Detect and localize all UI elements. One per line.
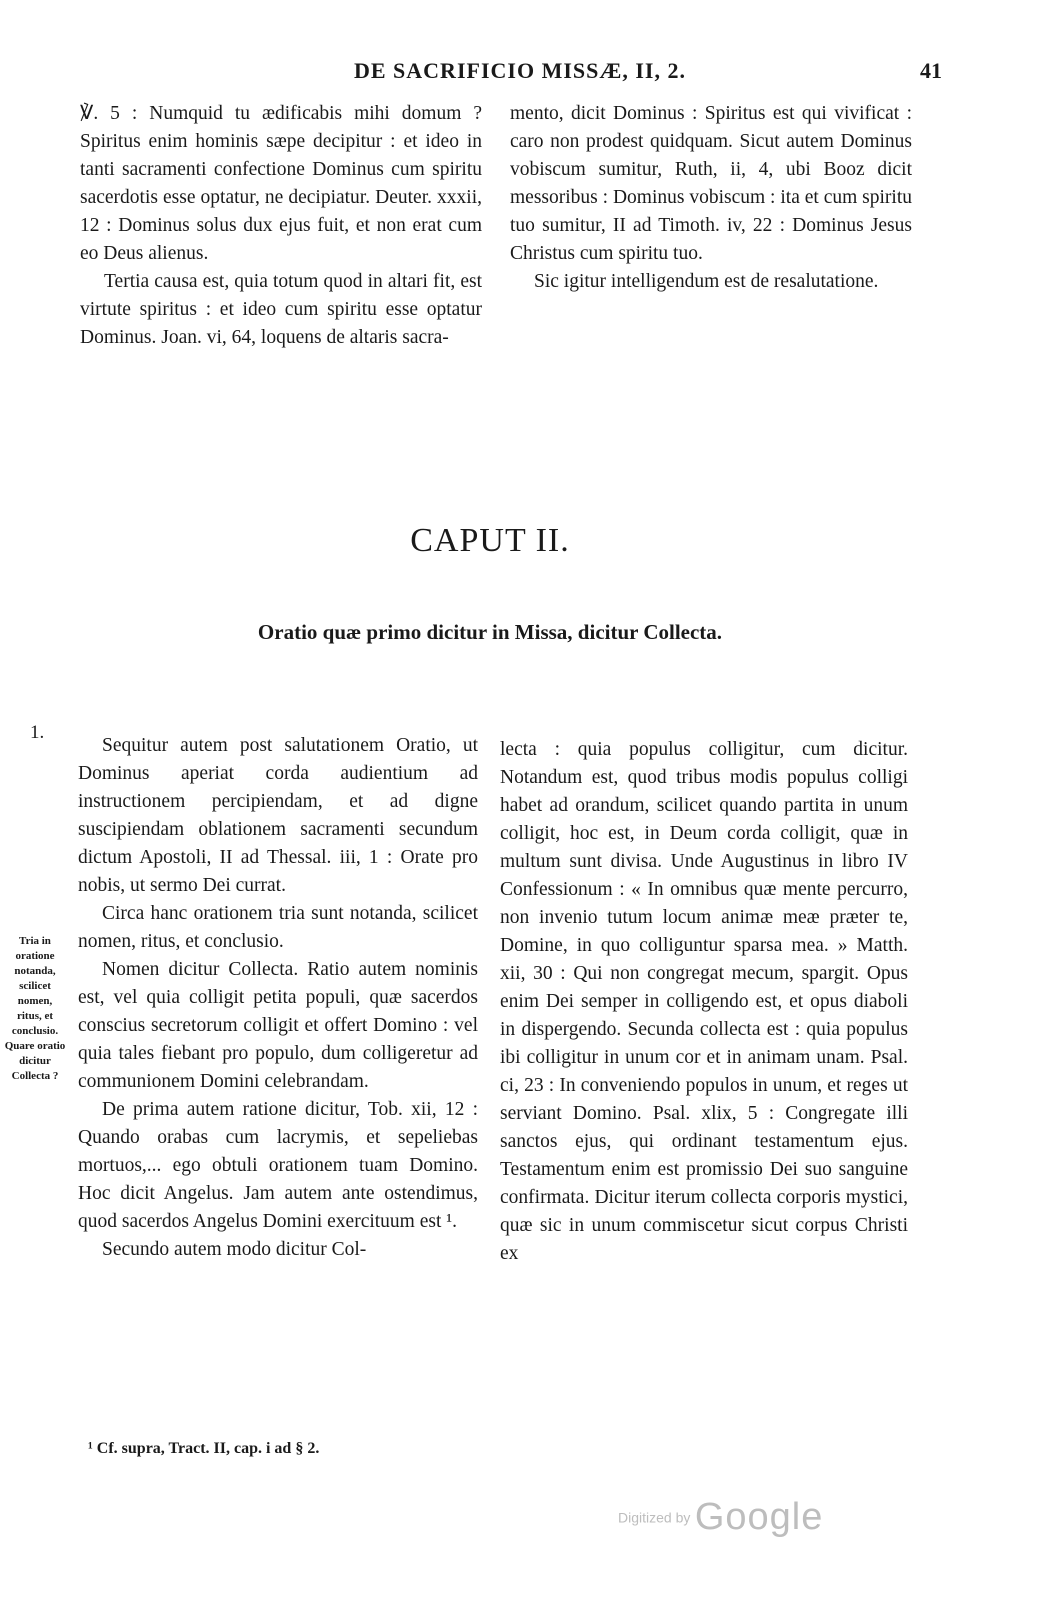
top-left-column bbox=[80, 100, 482, 352]
paragraph: Sic igitur intelligendum est de resalutatione. bbox=[534, 271, 879, 292]
paragraph: Circa hanc orationem tria sunt notanda, scilicet nomen, ritus, et conclusio. bbox=[78, 903, 478, 952]
bottom-left-column bbox=[78, 732, 478, 1264]
bottom-right-column bbox=[500, 736, 908, 1268]
paragraph: mento, dicit Dominus : Spiritus est qui vivificat : caro non prodest quidquam. Sicut autem Dominus vobiscum sumitur, Ruth, ii, 4, ubi Booz dicit messoribus : Dominus vobiscum : ita et cum spiritu tuo sumitur, II ad Timoth. iv, 22 : Dominus Jesus Christus cum spiritu tuo. bbox=[510, 103, 912, 264]
running-title: DE SACRIFICIO MISSÆ, II, 2. bbox=[353, 58, 686, 83]
top-right-column bbox=[510, 100, 912, 296]
digitized-watermark bbox=[618, 1496, 823, 1539]
chapter-subtitle: Oratio quæ primo dicitur in Missa, dicitur Collecta. bbox=[257, 620, 723, 644]
footnote: ¹ Cf. supra, Tract. II, cap. i ad § 2. bbox=[88, 1440, 320, 1457]
page-number: 41 bbox=[920, 58, 942, 83]
watermark-prefix: Digitized by bbox=[618, 1509, 691, 1526]
google-logo: Google bbox=[694, 1496, 824, 1538]
paragraph: Secundo autem modo dicitur Col- bbox=[102, 1239, 367, 1260]
paragraph: Tertia causa est, quia totum quod in altari fit, est virtute spiritus : et ideo cum spiritu esse optatur Dominus. Joan. vi, 64, loquens de altaris sacra- bbox=[80, 271, 482, 348]
paragraph-number: 1. bbox=[30, 722, 45, 743]
paragraph: Sequitur autem post salutationem Oratio, ut Dominus aperiat corda audientium ad instructionem percipiendam, et ad digne suscipiendam oblationem sacramenti secundum dictum Apostoli, II ad Thessal. iii, 1 : Orate pro nobis, ut sermo Dei currat. bbox=[78, 735, 478, 896]
chapter-title: CAPUT II. bbox=[410, 522, 570, 559]
paragraph: ℣. 5 : Numquid tu ædificabis mihi domum ? Spiritus enim hominis sæpe decipitur : et ideo in tanti sacramenti confectione Dominus cum spiritu sacerdotis esse optatur, ne decipiatur. Deuter. xxxii, 12 : Dominus solus dux ejus fuit, et non erat cum eo Deus alienus. bbox=[80, 103, 482, 264]
margin-note: Tria in oratione notanda, scilicet nomen, ritus, et conclusio. Quare oratio dicitur Collecta ? bbox=[4, 935, 66, 1082]
paragraph: De prima autem ratione dicitur, Tob. xii, 12 : Quando orabas cum lacrymis, et sepeliebas mortuos,... ego obtuli orationem tuam Domino. Hoc dicit Angelus. Jam autem ante ostendimus, quod sacerdos Angelus Domini exercituum est ¹. bbox=[78, 1099, 478, 1232]
paragraph: Nomen dicitur Collecta. Ratio autem nominis est, vel quia colligit petita populi, quæ sacerdos conscius secretorum colligit et offert Domino : vel quia tales fiebant pro populo, dum colligeretur ad communionem Domini celebrandam. bbox=[78, 959, 478, 1092]
paragraph: lecta : quia populus colligitur, cum dicitur. Notandum est, quod tribus modis populus colligi habet ad orandum, scilicet quando partita in unum colligit, hoc est, in Deum corda colligit, quæ in multum sunt divisa. Unde Augustinus in libro IV Confessionum : « In omnibus quæ mente percurro, non invenio tutum locum animæ meæ præter te, Domine, in quo colliguntur sparsa mea. » Matth. xii, 30 : Qui non congregat mecum, spargit. Opus enim Dei semper in colligendo est, et opus diaboli in dispergendo. Secunda collecta est : quia populus ibi colligitur in unum cor et in animam unam. Psal. ci, 23 : In conveniendo populos in unum, et reges ut serviant Domino. Psal. xlix, 5 : Congregate illi sanctos ejus, qui ordinant testamentum ejus. Testamentum enim est promissio Dei suo sanguine confirmata. Dicitur iterum collecta corporis mystici, quæ sic in unum commiscetur sicut corpus Christi ex bbox=[500, 739, 908, 1264]
